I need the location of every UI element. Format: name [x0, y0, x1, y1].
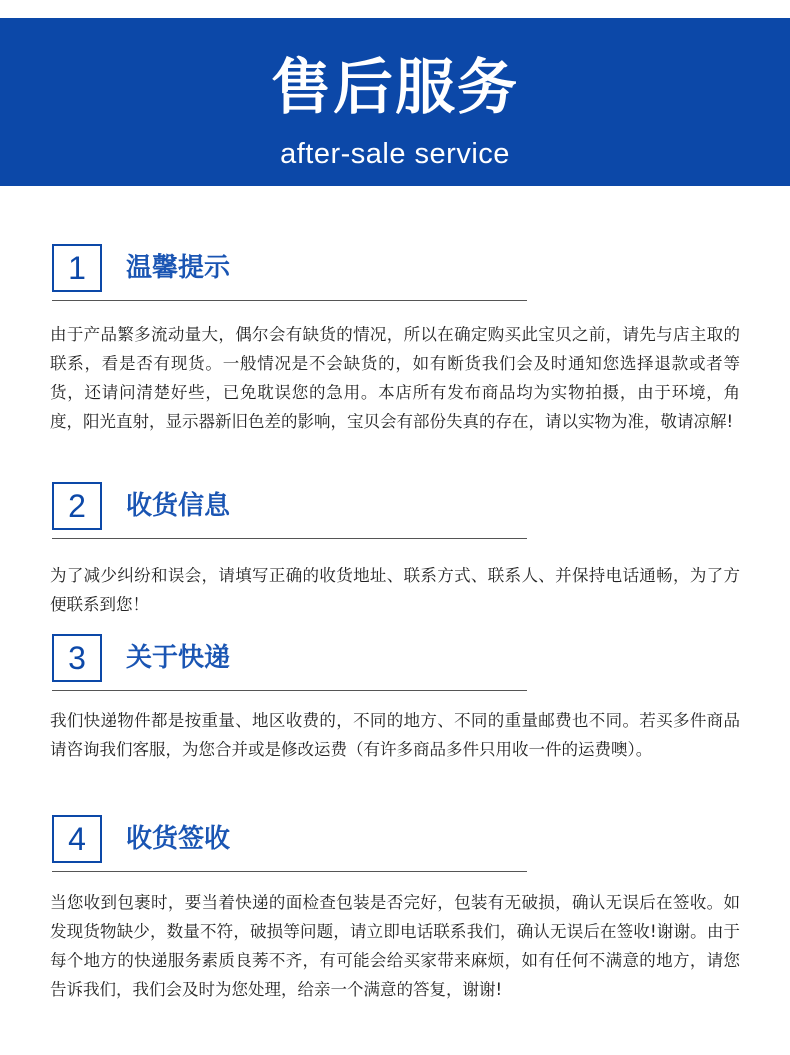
- page-title: 售后服务: [271, 53, 519, 123]
- section-header-1: [52, 244, 527, 308]
- section-number-badge: 2: [52, 482, 102, 530]
- page-subtitle: after-sale service: [280, 138, 510, 170]
- section-body-3: 我们快递物件都是按重量、地区收费的，不同的地方、不同的重量邮费也不同。若买多件商品请咨询我们客服，为您合并或是修改运费（有许多商品多件只用收一件的运费噢）。: [50, 711, 740, 759]
- section-title: 收货信息: [126, 491, 231, 521]
- section-divider: [52, 538, 527, 539]
- section-header-4: [52, 815, 527, 879]
- section-title: 关于快递: [126, 643, 231, 673]
- section-title: 温馨提示: [126, 253, 231, 283]
- section-body-4: 当您收到包裹时，要当着快递的面检查包装是否完好，包装有无破损，确认无误后在签收。如发现货物缺少，数量不符，破损等问题，请立即电话联系我们，确认无误后在签收!谢谢。由于每个地方的快递服务素质良莠不齐，有可能会给买家带来麻烦，如有任何不满意的地方，请您告诉我们，我们会及时为您处理，给亲一个满意的答复，谢谢!: [50, 893, 740, 999]
- header-banner: [0, 18, 790, 186]
- section-header-2: [52, 482, 527, 546]
- section-body-1: 由于产品繁多流动量大，偶尔会有缺货的情况，所以在确定购买此宝贝之前，请先与店主取的联系，看是否有现货。一般情况是不会缺货的，如有断货我们会及时通知您选择退款或者等货，还请问清楚好些，已免耽误您的急用。本店所有发布商品均为实物拍摄，由于环境，角度，阳光直射，显示器新旧色差的影响，宝贝会有部份失真的存在，请以实物为准，敬请凉解!: [50, 325, 740, 431]
- section-number-badge: 4: [52, 815, 102, 863]
- section-title: 收货签收: [126, 824, 231, 854]
- section-number-badge: 1: [52, 244, 102, 292]
- section-body-2: 为了减少纠纷和误会，请填写正确的收货地址、联系方式、联系人、并保持电话通畅，为了方便联系到您！: [50, 566, 740, 614]
- section-divider: [52, 871, 527, 872]
- section-divider: [52, 300, 527, 301]
- section-header-3: [52, 634, 527, 698]
- section-divider: [52, 690, 527, 691]
- section-number-badge: 3: [52, 634, 102, 682]
